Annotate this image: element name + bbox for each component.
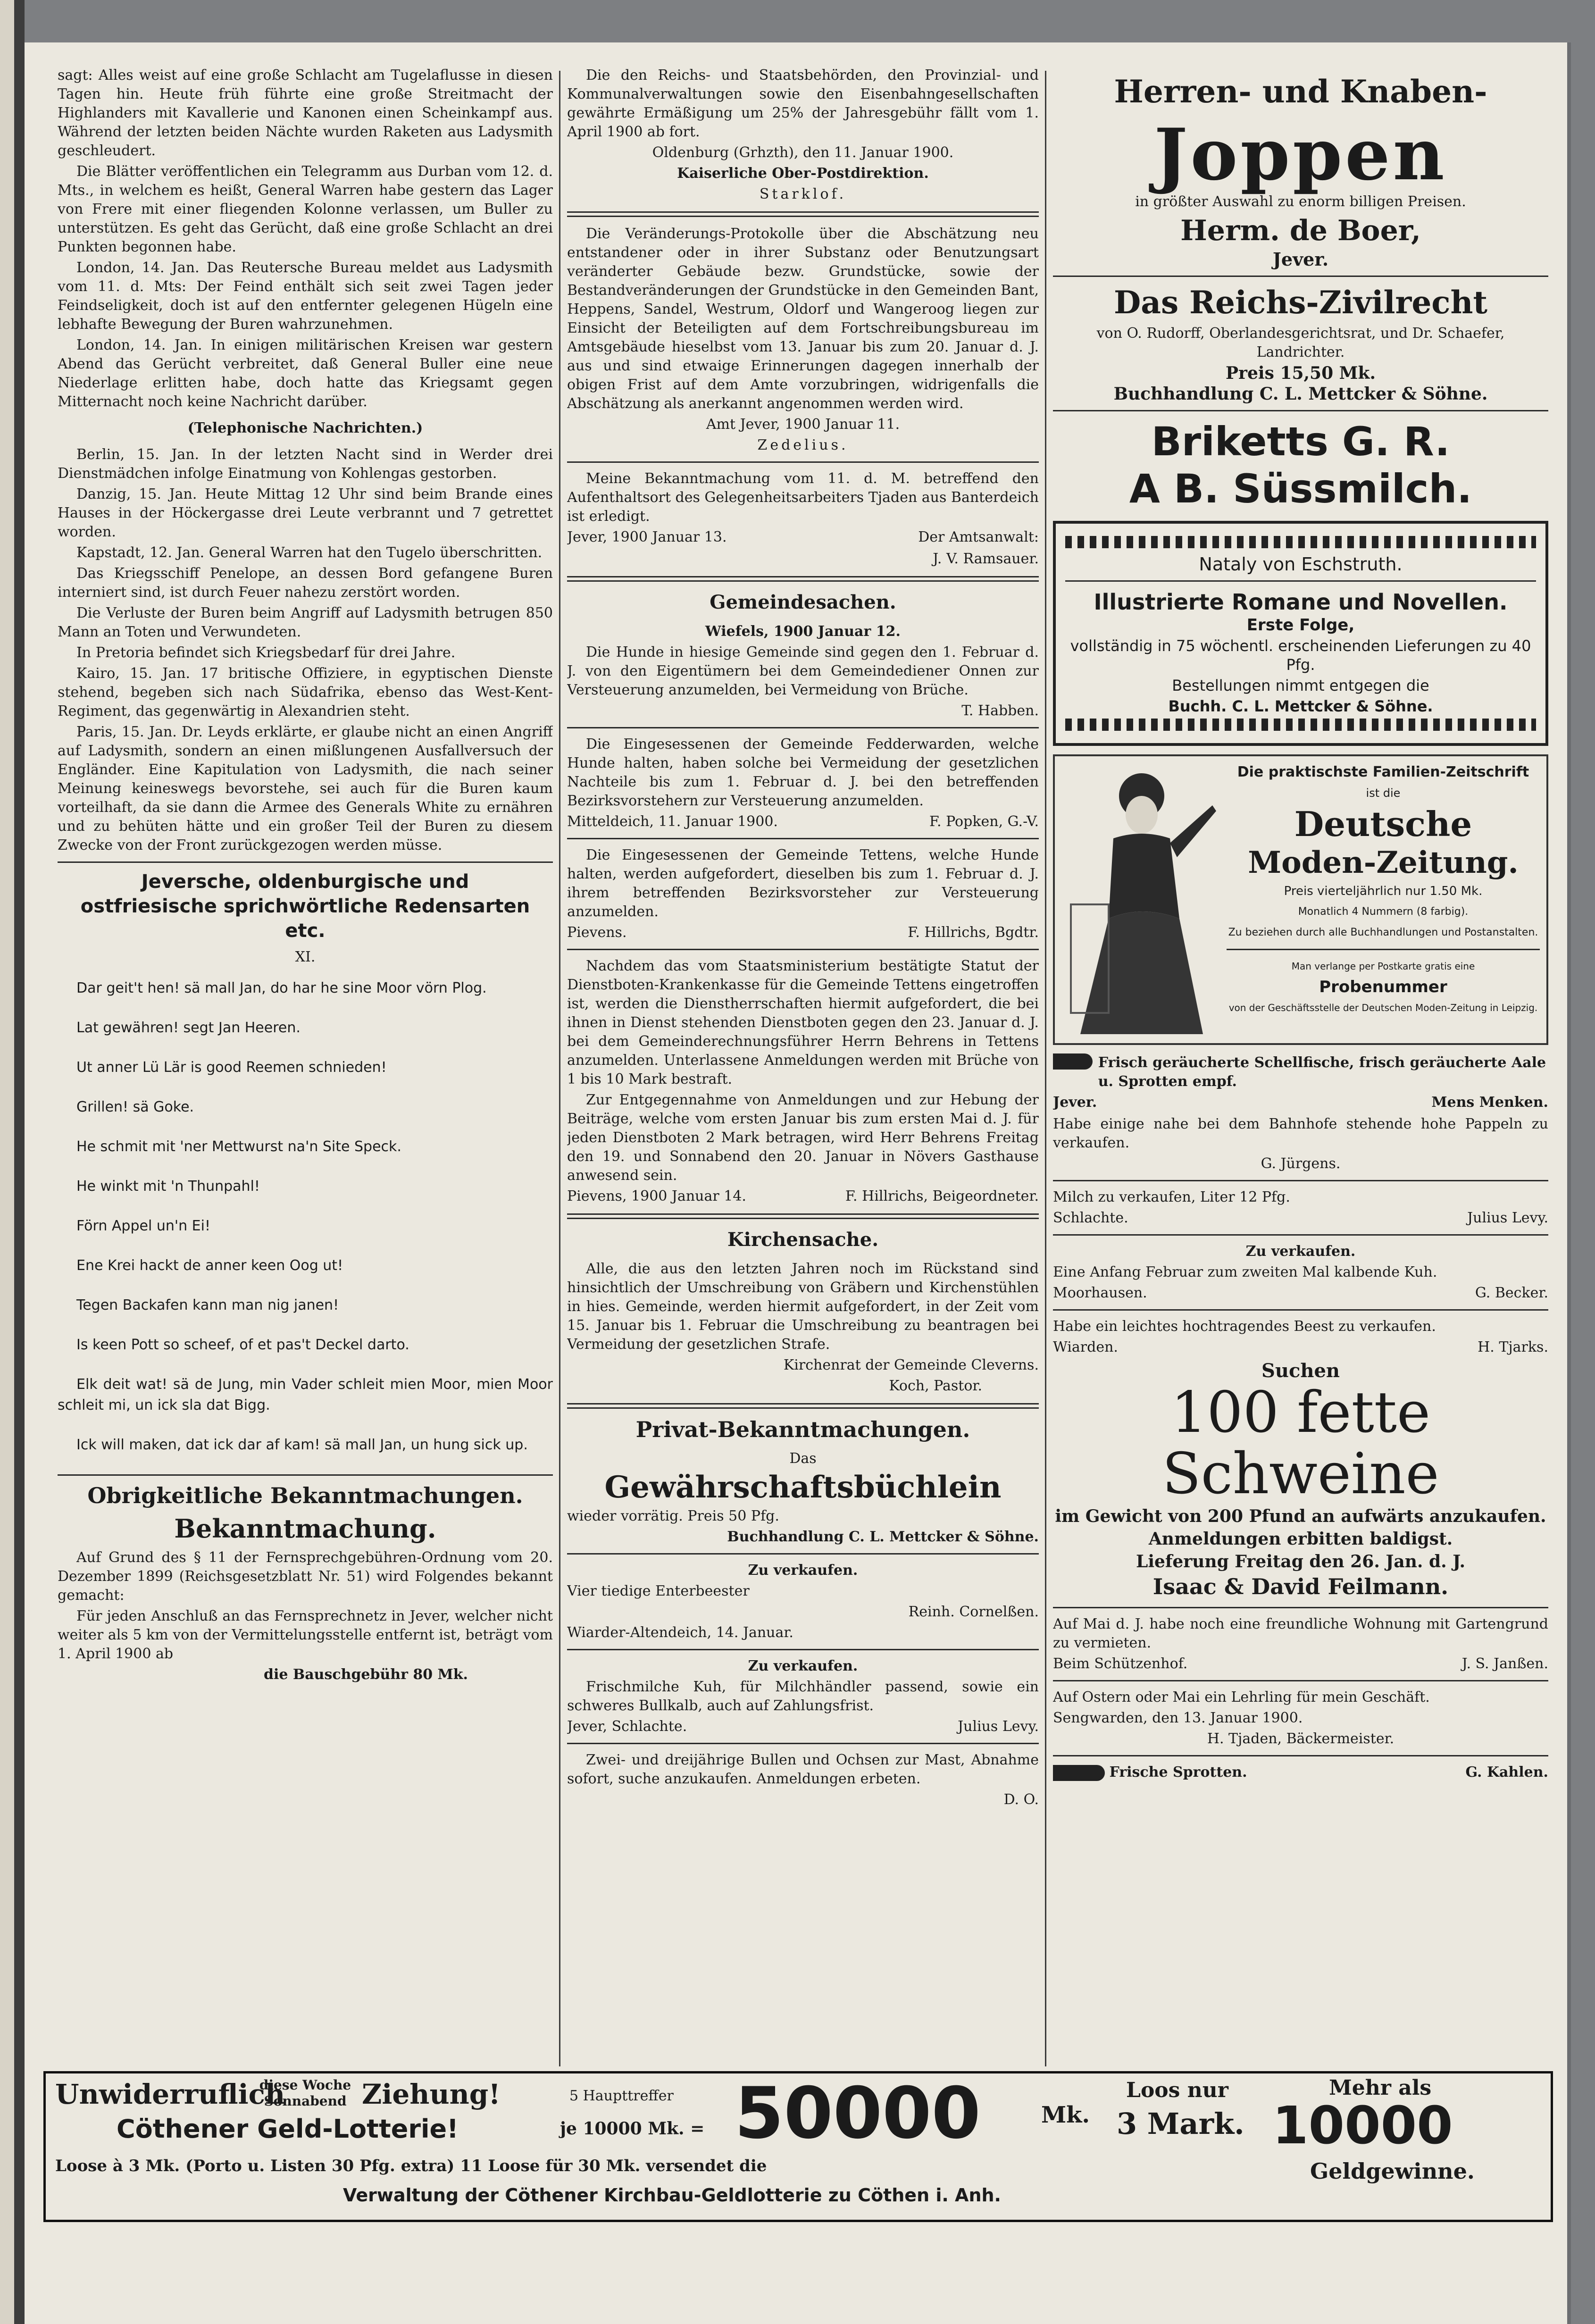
lottery-main-unit: Mk. bbox=[1041, 2102, 1090, 2128]
announcement-text: Für jeden Anschluß an das Fernsprechnetz in Jever, welcher nicht weiter als 5 km von der Vermittelungsstelle entfernt ist, beträgt vom 1. April 1900 ab bbox=[58, 1608, 553, 1662]
divider bbox=[1053, 276, 1548, 277]
page-edge-shadow bbox=[14, 0, 25, 2324]
joppen-subtitle: in größter Auswahl zu enorm billigen Preisen. bbox=[1135, 193, 1466, 210]
official-notices-heading: Obrigkeitliche Bekanntmachungen. bbox=[87, 1483, 523, 1508]
lottery-more-than: Mehr als bbox=[1329, 2076, 1432, 2100]
church-text: Alle, die aus den letzten Jahren noch im Rückstand sind hinsichtlich der Umschreibung von Gräbern und Kirchenstühlen in hies. Gemeinde, werden hiermit aufgefordert, in der Zeit vom 15. Januar bis 1. Februar die Umschreibung zu beantragen bei Vermeidung der gesetzlichen Strafe. bbox=[567, 1261, 1039, 1353]
divider bbox=[1053, 1607, 1548, 1608]
apprentice-place: Sengwarden, den 13. Januar 1900. bbox=[1053, 1710, 1303, 1726]
divider bbox=[1053, 1309, 1548, 1311]
milk-place: Schlachte. bbox=[1053, 1210, 1128, 1226]
church-signer: Kirchenrat der Gemeinde Cleverns. bbox=[783, 1357, 1039, 1373]
divider bbox=[567, 949, 1039, 950]
novel-series: Erste Folge, bbox=[1246, 616, 1355, 635]
sprats-hand bbox=[1053, 1763, 1247, 1782]
insurance-signature bbox=[567, 1187, 1039, 1206]
cow-signature bbox=[1053, 1284, 1548, 1303]
divider bbox=[1053, 1234, 1548, 1236]
sale-heading: Zu verkaufen. bbox=[748, 1658, 858, 1674]
private-notices-heading: Privat-Bekanntmachungen. bbox=[635, 1417, 970, 1442]
fish-place: Jever. bbox=[1053, 1094, 1097, 1111]
milk-signature bbox=[1053, 1209, 1548, 1228]
booklet-availability: wieder vorrätig. Preis 50 Pfg. bbox=[567, 1508, 779, 1524]
divider bbox=[567, 211, 1039, 217]
lottery-unwiderruflich: Unwiderruflich bbox=[55, 2078, 285, 2110]
sale-heading: Zu verkaufen. bbox=[748, 1562, 858, 1579]
column-middle bbox=[567, 66, 1039, 2071]
oxen-text: Zwei- und dreijährige Bullen und Ochsen zur Mast, Abnahme sofort, suche anzukaufen. Anmeldungen erbeten. bbox=[567, 1752, 1039, 1787]
post-notice-signer: Starklof. bbox=[759, 186, 847, 202]
novel-seller: Buchh. C. L. Mettcker & Söhne. bbox=[1168, 697, 1433, 715]
divider bbox=[567, 1403, 1039, 1409]
dialect-line: Ut anner Lü Lär is good Reemen schnieden! bbox=[76, 1059, 387, 1076]
news-item-kairo: Kairo, 15. Jan. 17 britische Offiziere, in egyptischen Dienste stehend, begeben sich nach Südafrika, ebenso das West-Kent-Regiment, das gegenwärtig in Alexandrien steht. bbox=[58, 665, 553, 719]
dialect-line: Ick will maken, dat ick dar af kam! sä mall Jan, un hung sick up. bbox=[76, 1437, 528, 1453]
news-item-london: London, 14. Jan. Das Reutersche Bureau meldet aus Ladysmith vom 11. d. Mts: Der Feind enthält sich seit zwei Tagen jeder Feindseligkeit, doch ist auf den entfernter gelegenen Hügeln eine lebhafte Bewegung der Buren wahrzunehmen. bbox=[58, 259, 553, 333]
news-item-london: London, 14. Jan. In einigen militärischen Kreisen war gestern Abend das Gerücht verbreitet, daß General Buller eine neue Niederlage erlitten habe, doch hatte das Kriegsamt gegen Mitternacht noch keine Nachricht darüber. bbox=[58, 337, 553, 410]
zivilrecht-authors: von O. Rudorff, Oberlandesgerichtsrat, und Dr. Schaefer, Landrichter. bbox=[1096, 325, 1505, 360]
dialect-line: Förn Appel un'n Ei! bbox=[76, 1218, 210, 1234]
lottery-ticket-price: 3 Mark. bbox=[1117, 2107, 1244, 2141]
magazine-text bbox=[1227, 763, 1540, 1037]
announcement-text: Auf Grund des § 11 der Fernsprechgebühren-Ordnung vom 20. Dezember 1899 (Reichsgesetzblatt Nr. 51) wird Folgendes bekannt gemacht: bbox=[58, 1549, 553, 1604]
joppen-line: Herren- und Knaben- bbox=[1114, 73, 1487, 110]
dialect-line: Tegen Backafen kann man nig janen! bbox=[76, 1297, 339, 1313]
magazine-price: Preis vierteljährlich nur 1.50 Mk. bbox=[1284, 884, 1483, 898]
magazine-probe-post: von der Geschäftsstelle der Deutschen Moden-Zeitung in Leipzig. bbox=[1228, 1002, 1538, 1013]
tjaden-signer: J. V. Ramsauer. bbox=[933, 551, 1039, 567]
magazine-availability: Zu beziehen durch alle Buchhandlungen und Postanstalten. bbox=[1228, 927, 1538, 938]
post-notice-authority: Kaiserliche Ober-Postdirektion. bbox=[677, 165, 929, 182]
novel-author: Nataly von Eschstruth. bbox=[1199, 554, 1403, 575]
cow-text: Eine Anfang Februar zum zweiten Mal kalbende Kuh. bbox=[1053, 1264, 1437, 1280]
apartment-text: Auf Mai d. J. habe noch eine freundliche Wohnung mit Gartengrund zu vermieten. bbox=[1053, 1616, 1548, 1651]
sale-signer: Julius Levy. bbox=[958, 1718, 1039, 1735]
divider bbox=[1053, 1680, 1548, 1681]
church-heading: Kirchensache. bbox=[727, 1229, 879, 1251]
tjaden-place: Jever, 1900 Januar 13. bbox=[567, 529, 727, 545]
magazine-monthly: Monatlich 4 Nummern (8 farbig). bbox=[1298, 906, 1469, 918]
lottery-haupttreffer: 5 Haupttreffer bbox=[569, 2088, 674, 2104]
news-item-pretoria: In Pretoria befindet sich Kriegsbedarf für drei Jahre. bbox=[76, 644, 456, 661]
booklet-title: Gewährschaftsbüchlein bbox=[604, 1470, 1002, 1505]
news-item-berlin: Berlin, 15. Jan. In der letzten Nacht sind in Werder drei Dienstmädchen infolge Einatmung von Kohlengas gestorben. bbox=[58, 446, 553, 482]
tjaden-signature bbox=[567, 528, 1039, 547]
church-signer: Koch, Pastor. bbox=[889, 1378, 982, 1394]
zivilrecht-seller: Buchhandlung C. L. Mettcker & Söhne. bbox=[1113, 384, 1488, 404]
poplars-text: Habe einige nahe bei dem Bahnhofe stehende hohe Pappeln zu verkaufen. bbox=[1053, 1116, 1548, 1151]
newspaper-page bbox=[25, 42, 1567, 2324]
poplars-signer: G. Jürgens. bbox=[1261, 1155, 1341, 1172]
lottery-more-amount: 10000 bbox=[1272, 2095, 1453, 2156]
tettens-signer: F. Hillrichs, Bgdtr. bbox=[908, 924, 1039, 941]
divider bbox=[567, 1743, 1039, 1744]
divider bbox=[567, 1649, 1039, 1650]
dialect-line: Grillen! sä Goke. bbox=[76, 1099, 194, 1115]
zivilrecht-title: Das Reichs-Zivilrecht bbox=[1114, 284, 1487, 321]
dialect-line: Is keen Pott so scheef, of et pas't Deckel darto. bbox=[76, 1337, 409, 1353]
announcement-title: Bekanntmachung. bbox=[174, 1513, 436, 1544]
dialect-title: Jeversche, oldenburgische und ostfriesische sprichwörtliche Redensarten etc. bbox=[80, 871, 530, 942]
dialect-line: He schmit mit 'ner Mettwurst na'n Site Speck. bbox=[76, 1138, 401, 1155]
dialect-line: Elk deit wat! sä de Jung, min Vader schleit mien Moor, mien Moor schleit mi, un ick sla dat Bigg. bbox=[58, 1376, 553, 1413]
sprats-ad bbox=[1053, 1763, 1548, 1782]
news-item-paris: Paris, 15. Jan. Dr. Leyds erklärte, er glaube nicht an einen Angriff auf Ladysmith, sondern an einen mißlungenen Ausfallversuch der Engländer. Eine Kapitulation von Ladysmith, die nach seiner Meinung keineswegs bevorstehe, sei auch für die Buren kaum vorteilhaft, da sie dann die Armee des Generals White zu ernähren und zu behüten hätte und ein großer Teil der Buren zu diesem Zwecke von der Front zurückgezogen werden müsse. bbox=[58, 724, 553, 853]
booklet-seller: Buchhandlung C. L. Mettcker & Söhne. bbox=[727, 1529, 1039, 1545]
announcement-fee: die Bauschgebühr 80 Mk. bbox=[263, 1666, 468, 1683]
apartment-place: Beim Schützenhof. bbox=[1053, 1655, 1188, 1672]
ornament-border bbox=[1065, 536, 1536, 548]
column-rule bbox=[559, 71, 560, 2066]
lottery-loos-nur: Loos nur bbox=[1126, 2078, 1228, 2102]
milk-signer: Julius Levy. bbox=[1467, 1210, 1548, 1226]
telephone-news-heading: (Telephonische Nachrichten.) bbox=[187, 420, 423, 436]
fashion-magazine-ad bbox=[1053, 754, 1548, 1045]
sale-text: Vier tiedige Enterbeester bbox=[567, 1583, 750, 1599]
pigs-text: im Gewicht von 200 Pfund an aufwärts anzukaufen. Anmeldungen erbitten baldigst. bbox=[1055, 1506, 1546, 1549]
fish-ad bbox=[1053, 1053, 1548, 1093]
beest-text: Habe ein leichtes hochtragendes Beest zu verkaufen. bbox=[1053, 1318, 1436, 1335]
insurance-signer: F. Hillrichs, Beigeordneter. bbox=[845, 1188, 1039, 1204]
oxen-signer: D. O. bbox=[1003, 1791, 1039, 1808]
dialect-line: He winkt mit 'n Thunpahl! bbox=[76, 1178, 260, 1195]
magazine-tagline: Die praktischste Familien-Zeitschrift bbox=[1237, 764, 1529, 780]
beest-signer: H. Tjarks. bbox=[1478, 1339, 1548, 1355]
milk-text: Milch zu verkaufen, Liter 12 Pfg. bbox=[1053, 1189, 1290, 1205]
fish-text: Frisch geräucherte Schellfische, frisch geräucherte Aale u. Sprotten empf. bbox=[1098, 1054, 1546, 1090]
lottery-prizes: Geldgewinne. bbox=[1310, 2158, 1475, 2184]
insurance-text: Zur Entgegennahme von Anmeldungen und zur Hebung der Beiträge, welche vom ersten Januar bis zum ersten Mai d. J. für jeden Dienstboten 2 Mark betragen, wird Herr Behrens Freitag den 19. und Sonnabend den 20. Januar in Növers Gasthause anwesend sein. bbox=[567, 1092, 1039, 1184]
insurance-place: Pievens, 1900 Januar 14. bbox=[567, 1188, 746, 1204]
book-spine bbox=[0, 0, 14, 2324]
fedderwarden-signer: F. Popken, G.-V. bbox=[929, 813, 1039, 830]
dialect-line: Ene Krei hackt de anner keen Oog ut! bbox=[76, 1257, 343, 1274]
column-right bbox=[1053, 66, 1548, 2071]
lottery-this-week: diese Woche Sonnabend bbox=[259, 2077, 351, 2109]
news-item-losses: Die Verluste der Buren beim Angriff auf Ladysmith betrugen 850 Mann an Toten und Verwundeten. bbox=[58, 605, 553, 640]
news-item-kapstadt: Kapstadt, 12. Jan. General Warren hat den Tugelo überschritten. bbox=[76, 544, 543, 561]
fedderwarden-signature bbox=[567, 812, 1039, 831]
lottery-name: Cöthener Geld-Lotterie! bbox=[117, 2114, 459, 2144]
column-rule bbox=[1045, 71, 1046, 2066]
cow-place: Moorhausen. bbox=[1053, 1285, 1147, 1301]
pigs-suchen: Suchen bbox=[1261, 1360, 1340, 1382]
community-heading: Gemeindesachen. bbox=[710, 591, 896, 613]
news-item-penelope: Das Kriegsschiff Penelope, an dessen Bord gefangene Buren interniert sind, ist durch Feuer nahezu zerstört worden. bbox=[58, 565, 553, 601]
divider bbox=[567, 461, 1039, 463]
apartment-signature bbox=[1053, 1655, 1548, 1673]
beest-signature bbox=[1053, 1338, 1548, 1357]
divider bbox=[58, 861, 553, 863]
sale-place: Jever, Schlachte. bbox=[567, 1718, 687, 1735]
war-news-paragraph: Die Blätter veröffentlichen ein Telegramm aus Durban vom 12. d. Mts., in welchem es heißt, General Warren habe gestern das Lager von Frere mit einer fliegenden Kolonne verlassen, um Buller zu unterstützen. Es geht das Gerücht, daß eine große Schlacht an drei Punkten begonnen habe. bbox=[58, 163, 553, 255]
novel-order: Bestellungen nimmt entgegen die bbox=[1172, 677, 1429, 694]
amt-notice-signer: Zedelius. bbox=[757, 437, 849, 453]
lottery-tickets-text: Loose à 3 Mk. (Porto u. Listen 30 Pfg. extra) 11 Loose für 30 Mk. versendet die bbox=[55, 2157, 767, 2175]
zivilrecht-price: Preis 15,50 Mk. bbox=[1225, 363, 1376, 383]
magazine-ist: ist die bbox=[1366, 786, 1401, 800]
apprentice-signer: H. Tjaden, Bäckermeister. bbox=[1207, 1730, 1395, 1747]
divider bbox=[1227, 949, 1540, 950]
novel-title: Illustrierte Romane und Novellen. bbox=[1094, 589, 1508, 615]
wiefels-text: Die Hunde in hiesige Gemeinde sind gegen den 1. Februar d. J. von den Eigentümern bei dem Gemeindediener Onnen zur Versteuerung anzumelden, bei Vermeidung von Brüche. bbox=[567, 644, 1039, 698]
dialect-line: Lat gewähren! segt Jan Heeren. bbox=[76, 1020, 301, 1036]
pigs-title: 100 fette Schweine bbox=[1162, 1380, 1439, 1507]
sale-signature bbox=[567, 1717, 1039, 1736]
wiefels-signer: T. Habben. bbox=[961, 702, 1039, 719]
divider bbox=[567, 727, 1039, 728]
divider bbox=[567, 838, 1039, 839]
fedderwarden-text: Die Eingesessenen der Gemeinde Fedderwarden, welche Hunde halten, haben solche bei Vermeidung der gesetzlichen Nachteile bis zum 1. Februar d. J. bei den betreffenden Bezirksvorstehern zur Versteuerung anzumelden. bbox=[567, 736, 1039, 809]
tettens-signature bbox=[567, 923, 1039, 942]
cow-heading: Zu verkaufen. bbox=[1245, 1243, 1356, 1260]
fish-signer: Mens Menken. bbox=[1431, 1094, 1548, 1111]
divider bbox=[1053, 410, 1548, 411]
wiefels-date: Wiefels, 1900 Januar 12. bbox=[705, 623, 901, 640]
joppen-firm: Herm. de Boer, bbox=[1180, 214, 1421, 247]
lottery-per-prize: je 10000 Mk. = bbox=[560, 2119, 705, 2139]
novel-ad-box bbox=[1053, 521, 1548, 746]
lottery-administration: Verwaltung der Cöthener Kirchbau-Geldlotterie zu Cöthen i. Anh. bbox=[343, 2185, 1001, 2206]
divider bbox=[1053, 1755, 1548, 1756]
cow-signer: G. Becker. bbox=[1475, 1285, 1548, 1301]
magazine-probe-pre: Man verlange per Postkarte gratis eine bbox=[1291, 961, 1475, 972]
booklet-prefix: Das bbox=[789, 1450, 817, 1467]
beest-place: Wiarden. bbox=[1053, 1339, 1118, 1355]
magazine-title: Deutsche bbox=[1294, 804, 1472, 844]
post-notice-place: Oldenburg (Grhzth), den 11. Januar 1900. bbox=[652, 144, 954, 161]
pointing-hand-icon bbox=[1053, 1765, 1105, 1781]
tettens-text: Die Eingesessenen der Gemeinde Tettens, welche Hunde halten, werden aufgefordert, dieselben bis zum 1. Februar d. J. ihrem betreffenden Bezirksvorsteher zur Versteuerung anzumelden. bbox=[567, 847, 1039, 920]
tjaden-office: Der Amtsanwalt: bbox=[918, 529, 1039, 545]
sale-signer: Reinh. Cornelßen. bbox=[908, 1604, 1039, 1620]
post-notice-text: Die den Reichs- und Staatsbehörden, den Provinzial- und Kommunalverwaltungen sowie den Eisenbahngesellschaften gewährte Ermäßigung um 25% der Jahresgebühr fällt vom 1. April 1900 ab fort. bbox=[567, 67, 1039, 140]
lottery-ziehung: Ziehung! bbox=[362, 2078, 501, 2110]
pigs-delivery: Lieferung Freitag den 26. Jan. d. J. bbox=[1136, 1552, 1465, 1572]
lottery-ad bbox=[43, 2071, 1553, 2222]
tettens-place: Pievens. bbox=[567, 924, 627, 941]
war-news-paragraph: sagt: Alles weist auf eine große Schlacht am Tugelaflusse in diesen Tagen hin. Heute früh führte eine große Streitmacht der Highlanders mit Kavallerie und Kanonen einen Scheinkampf aus. Während der letzten beiden Nächte wurden Raketen aus Ladysmith geschleudert. bbox=[58, 67, 553, 159]
amt-notice-place: Amt Jever, 1900 Januar 11. bbox=[706, 416, 900, 433]
novel-text: vollständig in 75 wöchentl. erscheinenden Lieferungen zu 40 Pfg. bbox=[1070, 637, 1531, 674]
dialect-line: Dar geit't hen! sä mall Jan, do har he sine Moor vörn Plog. bbox=[76, 980, 487, 996]
amt-notice-text: Die Veränderungs-Protokolle über die Abschätzung neu entstandener oder in ihrer Substanz oder Benutzungsart veränderter Gebäude bezw. Grundstücke, sowie der Bestandveränderungen der Grundstücke in den Gemeinden Bant, Heppens, Sandel, Westrum, Oldorf und Wangeroog liegen zur Einsicht der Beteiligten auf dem Fortschreibungsbureau im Amtsgebäude hieselbst vom 13. Januar bis zum 20. Januar d. J. aus und sind etwaige Erinnerungen dagegen innerhalb der obigen Frist auf dem Amte vorzubringen, widrigenfalls die Abschätzung als anerkannt angenommen werden wird. bbox=[567, 226, 1039, 412]
apartment-signer: J. S. Janßen. bbox=[1461, 1655, 1548, 1672]
sprats-signer: G. Kahlen. bbox=[1465, 1764, 1548, 1781]
pigs-firm: Isaac & David Feilmann. bbox=[1152, 1574, 1449, 1599]
magazine-probe: Probenummer bbox=[1319, 978, 1447, 996]
dialect-list bbox=[58, 978, 553, 1455]
apprentice-text: Auf Ostern oder Mai ein Lehrling für mein Geschäft. bbox=[1053, 1689, 1430, 1705]
fedderwarden-place: Mitteldeich, 11. Januar 1900. bbox=[567, 813, 778, 830]
sprats-text: Frische Sprotten. bbox=[1109, 1764, 1247, 1781]
pointing-hand-icon bbox=[1053, 1053, 1093, 1070]
divider bbox=[58, 1474, 553, 1476]
news-item-danzig: Danzig, 15. Jan. Heute Mittag 12 Uhr sind beim Brande eines Hauses in der Höckergasse drei Leute verbrannt und 7 getrettet worden. bbox=[58, 486, 553, 540]
divider bbox=[1053, 1180, 1548, 1181]
magazine-title: Moden-Zeitung. bbox=[1248, 845, 1519, 880]
briketts-line: A B. Süssmilch. bbox=[1129, 466, 1472, 512]
insurance-text: Nachdem das vom Staatsministerium bestätigte Statut der Dienstboten-Krankenkasse für die Gemeinde Tettens eingetroffen ist, werden die Dienstherrschaften hiermit aufgefordert, die bei ihnen in Dienst stehenden Dienstboten gegen den 23. Januar d. J. bei dem Gemeinderechnungsführer Herrn Behrens in Tettens anzumelden. Unterlassene Anmeldungen werden mit Brüche von 1 bis 10 Mark bestraft. bbox=[567, 958, 1039, 1087]
divider bbox=[567, 1553, 1039, 1555]
sale-place: Wiarder-Altendeich, 14. Januar. bbox=[567, 1624, 793, 1641]
joppen-title: Joppen bbox=[1154, 113, 1447, 196]
sale-text: Frischmilche Kuh, für Milchhändler passend, sowie ein schweres Bullkalb, auch auf Zahlungsfrist. bbox=[567, 1679, 1039, 1714]
divider bbox=[1065, 580, 1536, 582]
woman-illustration bbox=[1061, 763, 1217, 1037]
lottery-main-amount: 50000 bbox=[735, 2073, 981, 2155]
fish-signature bbox=[1053, 1093, 1548, 1112]
dialect-number: XI. bbox=[295, 949, 316, 965]
column-left bbox=[58, 66, 553, 2071]
tjaden-notice-text: Meine Bekanntmachung vom 11. d. M. betreffend den Aufenthaltsort des Gelegenheitsarbeiters Tjaden aus Banterdeich ist erledigt. bbox=[567, 470, 1039, 525]
divider bbox=[567, 576, 1039, 582]
briketts-line: Briketts G. R. bbox=[1151, 418, 1450, 465]
divider bbox=[567, 1213, 1039, 1219]
ornament-border bbox=[1065, 719, 1536, 731]
joppen-place: Jever. bbox=[1272, 249, 1329, 270]
